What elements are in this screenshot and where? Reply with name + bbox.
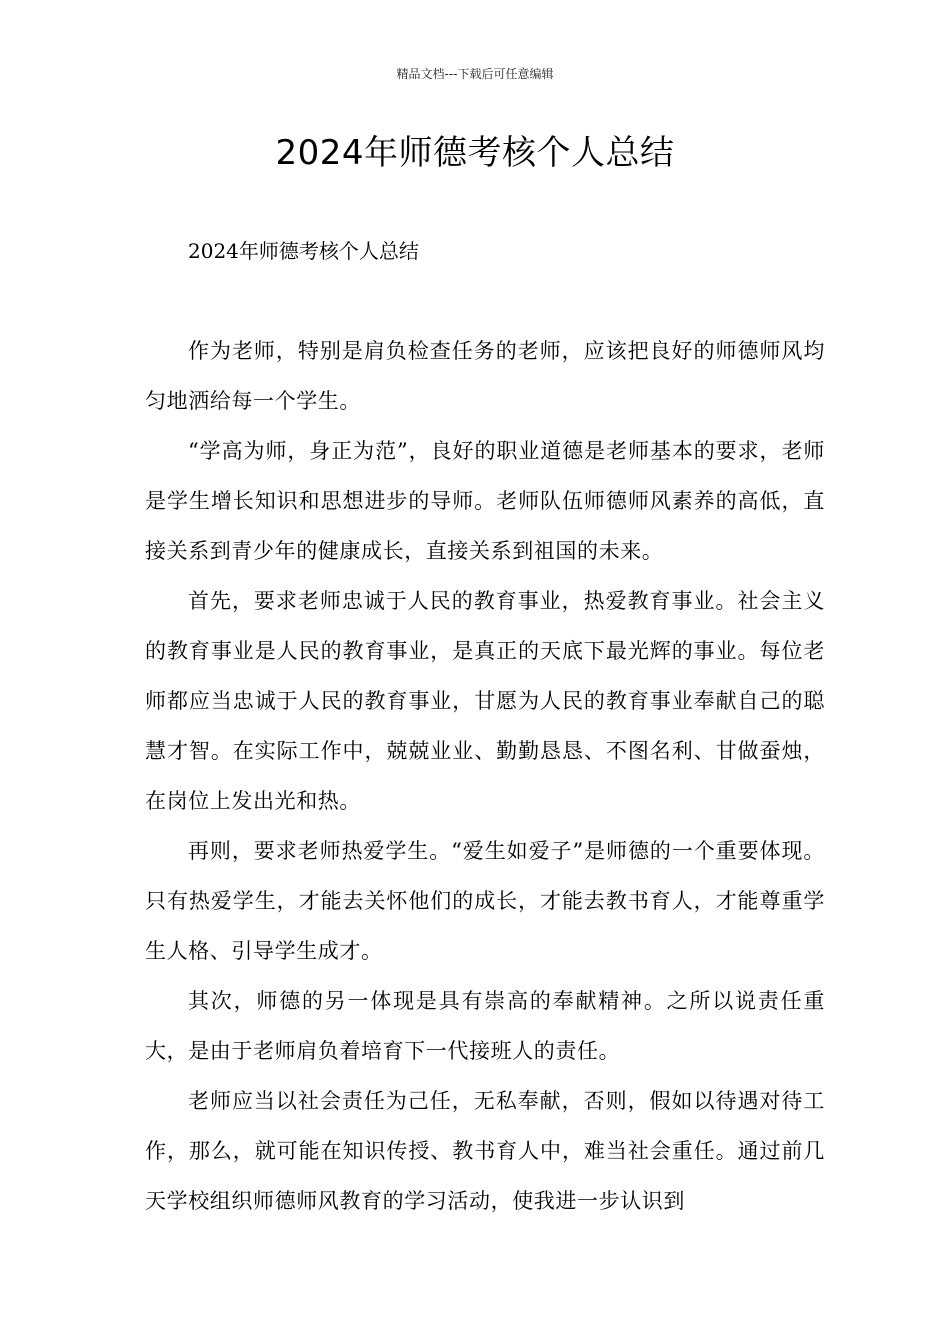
document-body bbox=[145, 326, 825, 1226]
document-title: 2024年师德考核个人总结 bbox=[275, 133, 675, 173]
paragraph: 作为老师，特别是肩负检查任务的老师，应该把良好的师德师风均匀地洒给每一个学生。 bbox=[145, 339, 825, 413]
header-note: 精品文档---下载后可任意编辑 bbox=[396, 67, 554, 81]
paragraph: 再则，要求老师热爱学生。“爱生如爱子”是师德的一个重要体现。只有热爱学生，才能去关怀他们的成长，才能去教书育人，才能尊重学生人格、引导学生成才。 bbox=[145, 839, 825, 963]
document-subtitle: 2024年师德考核个人总结 bbox=[188, 239, 419, 263]
paragraph: “学高为师，身正为范”，良好的职业道德是老师基本的要求，老师是学生增长知识和思想进步的导师。老师队伍师德师风素养的高低，直接关系到青少年的健康成长，直接关系到祖国的未来。 bbox=[145, 439, 825, 563]
paragraph: 老师应当以社会责任为己任，无私奉献，否则，假如以待遇对待工作，那么，就可能在知识传授、教书育人中，难当社会重任。通过前几天学校组织师德师风教育的学习活动，使我进一步认识到 bbox=[145, 1089, 825, 1213]
paragraph: 首先，要求老师忠诚于人民的教育事业，热爱教育事业。社会主义的教育事业是人民的教育事业，是真正的天底下最光辉的事业。每位老师都应当忠诚于人民的教育事业，甘愿为人民的教育事业奉献自己的聪慧才智。在实际工作中，兢兢业业、勤勤恳恳、不图名利、甘做蚕烛，在岗位上发出光和热。 bbox=[145, 589, 825, 813]
paragraph: 其次，师德的另一体现是具有崇高的奉献精神。之所以说责任重大，是由于老师肩负着培育下一代接班人的责任。 bbox=[145, 989, 825, 1063]
